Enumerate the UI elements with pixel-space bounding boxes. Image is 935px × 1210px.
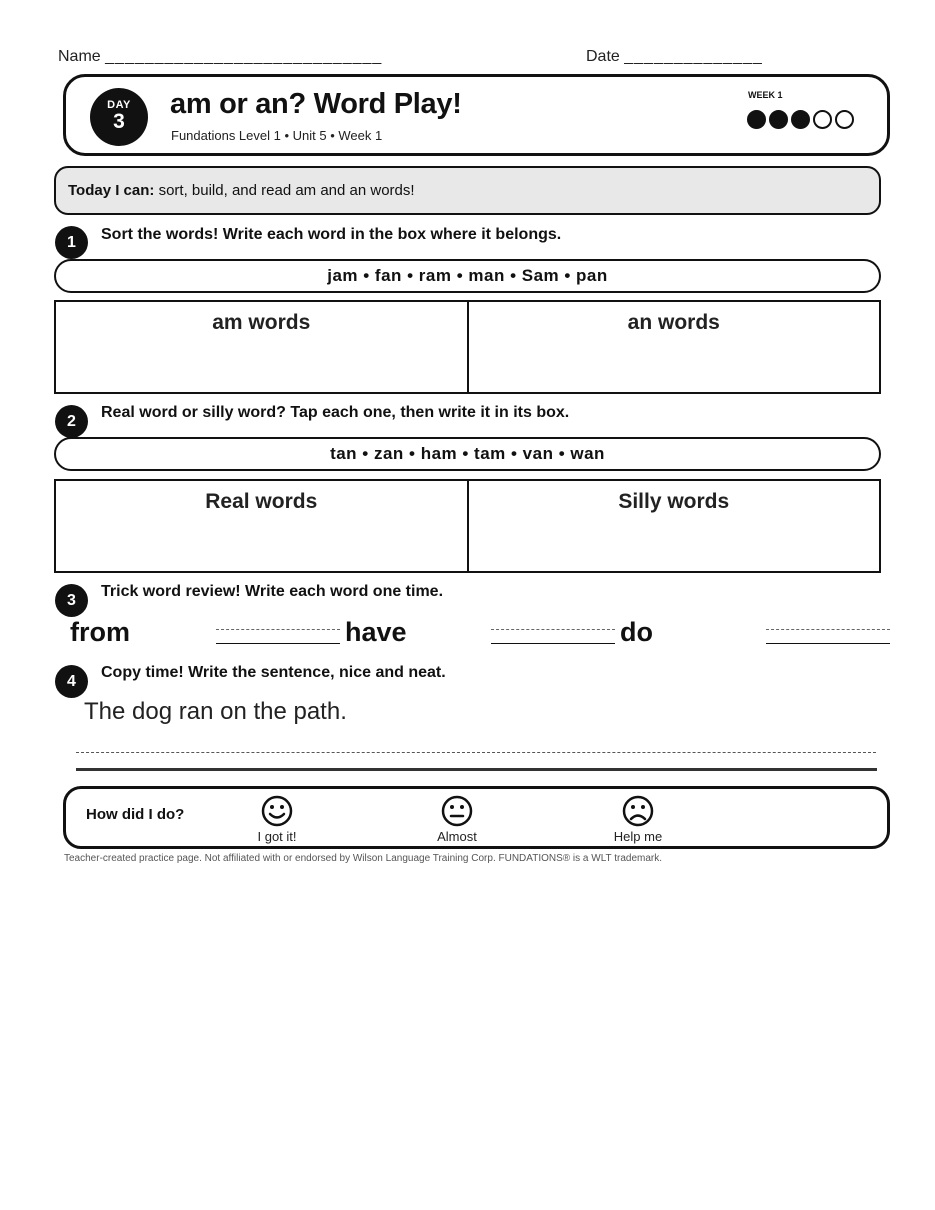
- copy-write-line-baseline[interactable]: [76, 768, 877, 771]
- copy-write-line-dashed[interactable]: [76, 752, 876, 753]
- smiley-face-icon[interactable]: [261, 795, 293, 827]
- learning-goal-label: Today I can:: [68, 182, 155, 199]
- date-line: [586, 48, 763, 66]
- week-progress-dots: [747, 110, 854, 129]
- section-3-number: 3: [55, 584, 88, 617]
- section-4-instruction: Copy time! Write the sentence, nice and neat.: [101, 664, 446, 681]
- section-4-number: 4: [55, 665, 88, 698]
- name-label: Name: [58, 48, 101, 65]
- write-line-have[interactable]: [491, 629, 615, 644]
- self-check-label-almost: Almost: [437, 829, 477, 844]
- section-2-sort-table: [54, 479, 881, 573]
- page-subtitle: Fundations Level 1 • Unit 5 • Week 1: [171, 128, 383, 143]
- progress-dot-3: [791, 110, 810, 129]
- week-label: WEEK 1: [748, 90, 783, 100]
- section-2-instruction: Real word or silly word? Tap each one, then write it in its box.: [101, 404, 570, 421]
- sort-box-silly-words[interactable]: Silly words: [467, 481, 880, 571]
- sort-box-am-words[interactable]: am words: [212, 311, 311, 334]
- learning-goal-box: [54, 166, 881, 215]
- date-blank[interactable]: ______________: [624, 48, 763, 65]
- self-check-label-got-it: I got it!: [257, 829, 297, 844]
- write-line-do[interactable]: [766, 629, 890, 644]
- section-3-instruction: Trick word review! Write each word one time.: [101, 583, 444, 600]
- trick-word-from: from: [70, 617, 130, 647]
- copy-sentence: The dog ran on the path.: [84, 698, 347, 725]
- section-1-instruction: Sort the words! Write each word in the box where it belongs.: [101, 226, 562, 243]
- self-check-label-help-me: Help me: [613, 829, 663, 844]
- section-2-number: 2: [55, 405, 88, 438]
- footer-disclaimer: Teacher-created practice page. Not affiliated with or endorsed by Wilson Language Training Corp. FUNDATIONS® is a WLT trademark.: [64, 853, 663, 864]
- write-line-from[interactable]: [216, 629, 340, 644]
- sort-box-real-words[interactable]: Real words: [205, 490, 318, 513]
- sort-box-an-words[interactable]: an words: [467, 302, 880, 392]
- frown-face-icon[interactable]: [622, 795, 654, 827]
- section-2-word-bank: tan • zan • ham • tam • van • wan: [54, 437, 881, 471]
- section-1-word-bank: jam • fan • ram • man • Sam • pan: [54, 259, 881, 293]
- section-1-sort-table: [54, 300, 881, 394]
- day-number: 3: [113, 110, 125, 133]
- day-badge: [90, 88, 148, 146]
- neutral-face-icon[interactable]: [441, 795, 473, 827]
- name-line: [58, 48, 382, 66]
- progress-dot-5: [835, 110, 854, 129]
- trick-word-do: do: [620, 617, 653, 647]
- learning-goal-text: sort, build, and read am and an words!: [154, 182, 415, 199]
- name-blank[interactable]: ____________________________: [105, 48, 383, 65]
- self-check-prompt: How did I do?: [86, 806, 185, 823]
- day-label: DAY: [107, 99, 131, 111]
- trick-word-have: have: [345, 617, 407, 647]
- progress-dot-1: [747, 110, 766, 129]
- progress-dot-4: [813, 110, 832, 129]
- date-label: Date: [586, 48, 620, 65]
- progress-dot-2: [769, 110, 788, 129]
- page-title: am or an? Word Play!: [170, 88, 462, 120]
- section-1-number: 1: [55, 226, 88, 259]
